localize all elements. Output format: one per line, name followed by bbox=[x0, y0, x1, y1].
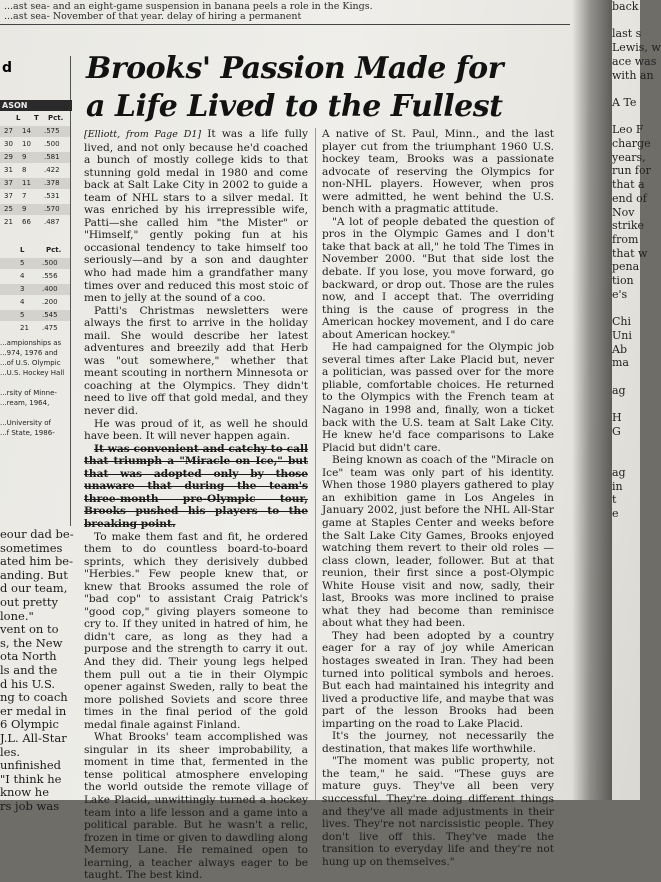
stats-cell: 37 bbox=[4, 192, 13, 200]
article-paragraph: To make them fast and fit, he ordered them to do countless board-to-board sprints, which they derisively dubbed "Herbies." Few people knew that, or knew that Brooks assumed the role of "bad cop" to assistant Craig Patrick's "good cop," giving players someone to cry to. If they united in hatred of him, he didn't care, as long as they had a purpose and the strength to carry it out. And they did. Their young legs helped them pull out a tie in their Olympic opener against Sweden, rally to beat the more polished Soviets and score three times in the final period of the gold medal finale against Finland. bbox=[84, 530, 308, 731]
next-page-line: t bbox=[612, 493, 617, 507]
stats-section-header: ASON bbox=[0, 100, 72, 111]
next-page-line: Leo F bbox=[612, 123, 644, 137]
stats-cell: .475 bbox=[42, 324, 58, 332]
headline bbox=[86, 50, 546, 126]
next-page-line: pena bbox=[612, 260, 640, 274]
strip-line-1: ...ast sea- and an eight-game suspension in banana peels a role in the Kings. bbox=[4, 1, 373, 12]
stats-row bbox=[0, 271, 70, 282]
next-page-line: end of bbox=[612, 191, 647, 205]
stats-note-line: ...rsity of Minne- bbox=[0, 389, 57, 397]
article-paragraph: Patti's Christmas newsletters were always the first to arrive in the holiday mail. She would describe her latest adventures and breezily add that Herb was "out somewhere," whether that meant scouting in northern Minnesota or coaching at the Olympics. They didn't need to live off that gold medal, and they never did. bbox=[84, 304, 308, 418]
stats-cell: 9 bbox=[22, 205, 27, 213]
next-page-line: run for bbox=[612, 164, 651, 178]
next-page-line: Chi bbox=[612, 315, 632, 329]
next-page-line: Lewis, w bbox=[612, 41, 661, 55]
adjacent-story-line: eour dad be- bbox=[0, 527, 74, 541]
adjacent-story-line: s, the New bbox=[0, 635, 63, 650]
next-page-line: e bbox=[612, 507, 619, 521]
stats-cell: 5 bbox=[20, 259, 25, 267]
stats-row bbox=[0, 323, 70, 334]
stats-row bbox=[0, 191, 70, 202]
stats-cell: 21 bbox=[4, 218, 13, 226]
stats-cell: .570 bbox=[44, 205, 60, 213]
stats-row bbox=[0, 152, 70, 163]
stats-cell: .378 bbox=[44, 179, 60, 187]
article-column-2 bbox=[322, 128, 554, 868]
stats-cell: .575 bbox=[44, 127, 60, 135]
stats-note-line bbox=[0, 378, 68, 388]
next-page-column bbox=[612, 0, 661, 800]
stats-cell: .531 bbox=[44, 192, 60, 200]
article-paragraph: He had campaigned for the Olympic job several times after Lake Placid but, never a politician, was passed over for the more pliable, comfortable choices. He returned to the Olympics with the French team at Nagano in 1998 and, finally, won a ticket back with the U.S. team at Salt Lake City. He knew he'd face comparisons to Lake Placid but didn't care. bbox=[322, 341, 554, 454]
next-page-line: with an bbox=[612, 68, 654, 82]
stats-note-line: ...974, 1976 and bbox=[0, 349, 58, 357]
adjacent-story-line: rs job was bbox=[0, 798, 60, 813]
stats-cell: 5 bbox=[20, 311, 25, 319]
stats-cell: 4 bbox=[20, 272, 25, 280]
next-page-line: G bbox=[612, 424, 621, 438]
adjacent-story-line: sometimes bbox=[0, 540, 63, 555]
adjacent-story-line: anding. But bbox=[0, 567, 68, 582]
adjacent-story-line: 6 Olympic bbox=[0, 717, 59, 732]
stats-note-line bbox=[0, 408, 68, 418]
previous-story-strip bbox=[0, 0, 570, 22]
stats-row bbox=[0, 217, 70, 228]
adjacent-story-line: know he bbox=[0, 785, 50, 800]
next-page-line: Ab bbox=[612, 342, 627, 356]
headline-line-1: Brooks' Passion Made for bbox=[86, 51, 503, 86]
article-paragraph: They had been adopted by a country eager for a ray of joy while American hostages sweated in Iran. They had been turned into political symbols and heroes. But each had maintained his integrity and lived a productive life, and maybe that was part of the lesson Brooks had been imparting on the road to Lake Placid. bbox=[322, 629, 554, 730]
adjacent-story-line: out pretty bbox=[0, 594, 59, 609]
stats-cell: 25 bbox=[4, 205, 13, 213]
article-paragraph: Being known as coach of the "Miracle on Ice" team was only part of his identity. When those 1980 players gathered to play an exhibition game in Los Angeles in January 2002, just before the NHL All-Star game at Staples Center and weeks before the Salt Lake City Games, Brooks enjoyed watching them revert to their old roles — class clown, leader, follower. But at that reunion, their first since a post-Olympic White House visit and now, sadly, their last, Brooks was more inclined to praise what they had become than reminisce about what they had been. bbox=[322, 454, 554, 630]
article-paragraph: It's the journey, not necessarily the destination, that makes life worthwhile. bbox=[322, 730, 554, 755]
stats-cell: 11 bbox=[22, 179, 31, 187]
stats-cell: 21 bbox=[20, 324, 29, 332]
stats-row bbox=[0, 204, 70, 215]
stats-row bbox=[0, 165, 70, 176]
article-paragraph-marked bbox=[84, 443, 308, 531]
next-page-line bbox=[612, 439, 652, 453]
stats-cell: 29 bbox=[4, 153, 13, 161]
next-page-line: Nov bbox=[612, 205, 635, 219]
next-page-line: from bbox=[612, 232, 639, 246]
strip-line-2: ...ast sea- November of that year. delay of hiring a permanent bbox=[4, 11, 302, 22]
next-page-line: years, bbox=[612, 150, 646, 164]
adjacent-story-line: vent on to bbox=[0, 622, 59, 637]
stats-row bbox=[0, 178, 70, 189]
stats-cell: .487 bbox=[44, 218, 60, 226]
adjacent-story-line: les. bbox=[0, 744, 21, 759]
stats-cell: 3 bbox=[20, 285, 25, 293]
adjacent-story-line: ls and the bbox=[0, 662, 58, 677]
stats-note-line: ...U.S. Hockey Hall bbox=[0, 369, 65, 377]
stats-cell: .581 bbox=[44, 153, 60, 161]
stats-cell: 9 bbox=[22, 153, 27, 161]
stats-cell: .500 bbox=[42, 259, 58, 267]
jump-line: [Elliott, from Page D1] It was a life fully lived, and not only because he'd coached a bunch of mostly college kids to that stunning gold medal in 1980 and come back at Salt Lake City in 2002 to guide a team of NHL stars to a silver medal. It was enriched by his irrepressible wife, Patti—she called him "the Mister" or "Himself," gently poking fun at his occasional tendency to take himself too seriously—and by a son and daughter who had made him a grandfather many times over and reduced this most stoic of men to jelly at the sound of a coo. bbox=[84, 128, 308, 305]
stats-row bbox=[0, 258, 70, 269]
article-paragraph: A native of St. Paul, Minn., and the last player cut from the triumphant 1960 U.S. hockey team, Brooks was a passionate advocate of reserving the Olympics for non-NHL players. However, when pros were admitted, he went behind the U.S. bench with a pragmatic attitude. bbox=[322, 128, 554, 216]
article-paragraph: "A lot of people debated the question of pros in the Olympic Games and I don't take that back at all," he told The Times in November 2000. "But that side lost the debate. If you lose, you move forward, go backward, or drop out. Those are the rules now, and I accept that. The overriding thing is the cause of progress in the American hockey movement, and I do care about American hockey." bbox=[322, 215, 554, 341]
stats-row bbox=[0, 310, 70, 321]
stats-cell: 37 bbox=[4, 179, 13, 187]
stats-note-line: ...of U.S. Olympic bbox=[0, 359, 61, 367]
next-page-line: ma bbox=[612, 356, 629, 370]
next-page-line bbox=[612, 397, 652, 411]
adjacent-story-line: ated him be- bbox=[0, 554, 73, 569]
next-page-line bbox=[612, 301, 652, 315]
next-page-line: A Te bbox=[612, 95, 637, 109]
stats-cell: 31 bbox=[4, 166, 13, 174]
next-page-line: e's bbox=[612, 287, 628, 301]
marked-phrase: It was convenient and catchy to call that triumph a "Miracle on Ice," but that was adopted only by those unaware that during the team's three-month pre-Olympic tour, Brooks pushed his players to the breaking point. bbox=[84, 442, 308, 530]
adjacent-story-line: J.L. All-Star bbox=[0, 730, 67, 745]
stats-note-line: ...University of bbox=[0, 419, 51, 427]
next-page-line: charge bbox=[612, 137, 651, 151]
stats-cell: .545 bbox=[42, 311, 58, 319]
article-paragraph: "The moment was public property, not the team," he said. "These guys are mature guys. They've all been very successful. They're doing different things and they've all made adjustments in their lives. They're not narcissistic people. They don't live off this. They've made the transition to everyday life and they're not hung up on themselves." bbox=[322, 755, 554, 868]
stats-row bbox=[0, 284, 70, 295]
article-paragraph: What Brooks' team accomplished was singular in its sheer improbability, a moment in time that, fermented in the tense political atmosphere enveloping the world outside the remote village of Lake Placid, unwittingly turned a hockey team into a life lesson and a game into a political parable. But he wasn't a relic, frozen in time or given to dawdling along Memory Lane. He remained open to learning, a teacher always eager to be taught. The best kind. bbox=[84, 731, 308, 882]
stats-cell: 30 bbox=[4, 140, 13, 148]
page-fold-shadow bbox=[572, 0, 612, 800]
adjacent-story-line: d our team, bbox=[0, 581, 68, 596]
next-page-line: strike bbox=[612, 219, 645, 233]
article-paragraph: He was proud of it, as well he should have been. It will never happen again. bbox=[84, 417, 308, 443]
stats-cell: 4 bbox=[20, 298, 25, 306]
next-page-line: that w bbox=[612, 246, 648, 260]
stats-cell: 7 bbox=[22, 192, 27, 200]
stats-cell: 14 bbox=[22, 127, 31, 135]
adjacent-story-line: unfinished bbox=[0, 758, 62, 773]
stats-cell: 66 bbox=[22, 218, 31, 226]
column-rule bbox=[315, 128, 316, 800]
stats-cell: .400 bbox=[42, 285, 58, 293]
adjacent-story-column bbox=[0, 527, 74, 813]
stats-cell: .200 bbox=[42, 298, 58, 306]
stats-note-line: ...ampionships as bbox=[0, 339, 62, 347]
article-column-1 bbox=[84, 128, 308, 882]
adjacent-story-line: er medal in bbox=[0, 703, 67, 718]
next-page-line: ag bbox=[612, 383, 626, 397]
next-page-line bbox=[612, 14, 652, 28]
next-page-line: Uni bbox=[612, 328, 632, 342]
stats-note-line: ...ream, 1964, bbox=[0, 399, 50, 407]
stats-row bbox=[0, 126, 70, 137]
stats-notes bbox=[0, 338, 68, 438]
next-page-line bbox=[612, 452, 652, 466]
stats-note-line: ...f State, 1986- bbox=[0, 429, 55, 437]
next-page-line bbox=[612, 82, 652, 96]
next-page-line: that a bbox=[612, 178, 645, 192]
stats-row bbox=[0, 139, 70, 150]
stats-row bbox=[0, 297, 70, 308]
adjacent-story-line: lone." bbox=[0, 608, 34, 623]
stats-cell: 27 bbox=[4, 127, 13, 135]
next-page-line bbox=[612, 110, 652, 124]
adjacent-story-line: ng to coach bbox=[0, 690, 68, 705]
stats-cell: .422 bbox=[44, 166, 60, 174]
stats-cell: 10 bbox=[22, 140, 31, 148]
next-page-line: in bbox=[612, 479, 623, 493]
stats-box-letter: d bbox=[2, 60, 13, 76]
stats-cell: 8 bbox=[22, 166, 27, 174]
top-rule bbox=[0, 24, 570, 25]
stats-cell: .556 bbox=[42, 272, 58, 280]
article-paragraph: It was a life fully lived, and not only because he'd coached a bunch of mostly college kids to that stunning gold medal in 1980 and come back at Salt Lake City in 2002 to guide a team of NHL stars to a silver medal. It was enriched by his irrepressible wife, Patti—she called him "the Mister" or "Himself," gently poking fun at his occasional tendency to take himself too seriously—and by a son and daughter who had made him a grandfather many times over and reduced this most stoic of men to jelly at the sound of a coo. bbox=[84, 128, 308, 305]
adjacent-story-line: "I think he bbox=[0, 771, 62, 786]
adjacent-story-line: ota North bbox=[0, 649, 57, 664]
next-page-line: tion bbox=[612, 274, 634, 288]
stats-cell: .500 bbox=[44, 140, 60, 148]
next-page-line: back bbox=[612, 0, 639, 13]
next-page-line: ag bbox=[612, 465, 626, 479]
next-page-line bbox=[612, 370, 652, 384]
next-page-line: H bbox=[612, 411, 622, 425]
next-page-line: ace was bbox=[612, 54, 657, 68]
stats-box: d ASON L T Pct. 27 14 .575 30 10 .500 29 9 .581 31 8 .422 37 11 .378 37 7 .531 25 9 .570 21 66 .487 L Pct. 5 .500 4 .556 3 .400 4 .200 5 .545 21 .475 ...ampionships as ...974, 1976 and ...of U.S. Olympic ...U.S. Hockey Hall ...rsity of Minne- ...ream, 1964, ...University of ...f State, 1986- bbox=[0, 56, 71, 526]
headline-line-2: a Life Lived to the Fullest bbox=[86, 89, 503, 124]
next-page-line: last s bbox=[612, 27, 642, 41]
adjacent-story-line: d his U.S. bbox=[0, 676, 56, 691]
